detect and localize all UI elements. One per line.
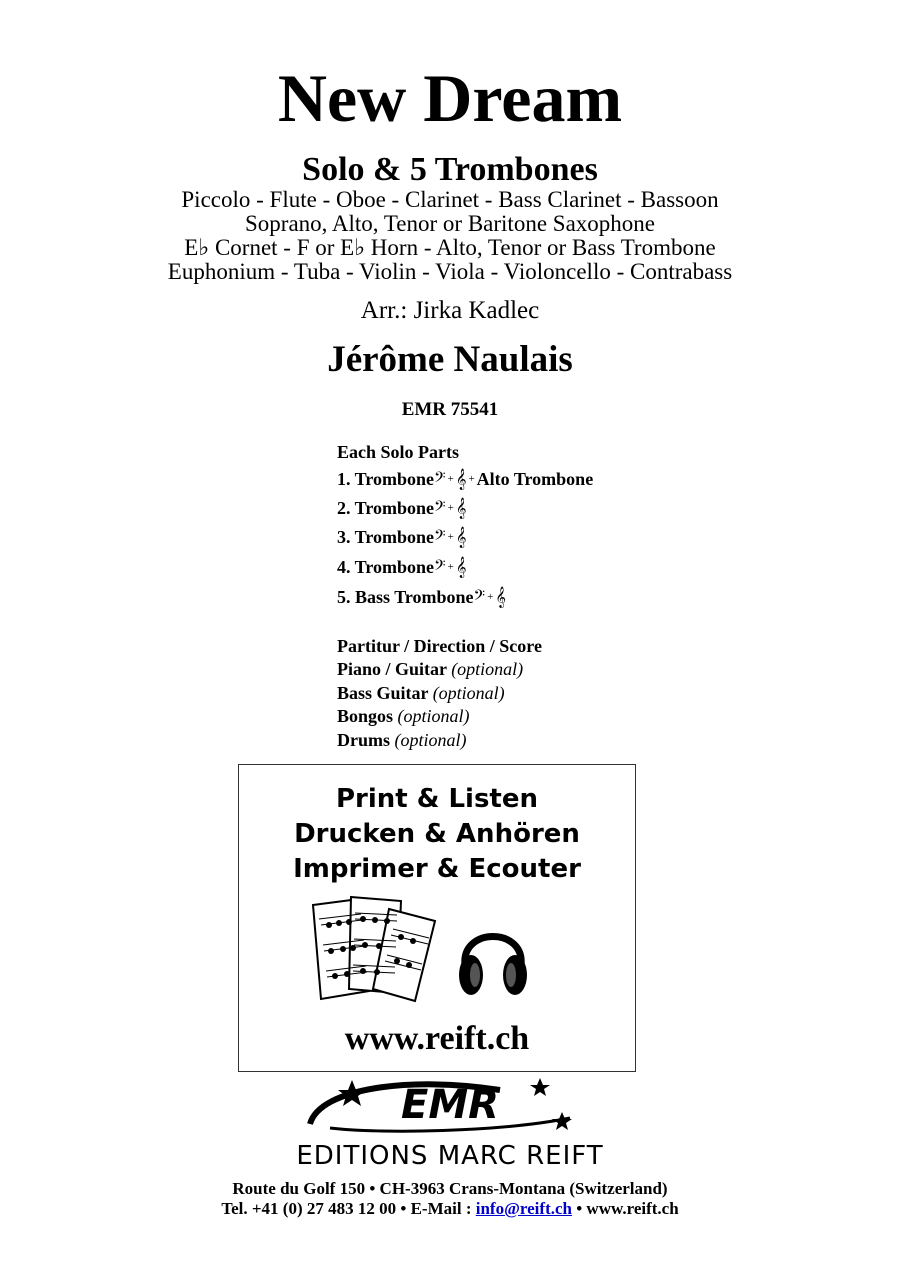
optional-note: (optional) bbox=[397, 706, 470, 726]
score-part-item bbox=[337, 729, 467, 751]
publisher-contact bbox=[0, 1198, 900, 1220]
catalog-number: EMR 75541 bbox=[401, 399, 499, 420]
telephone: Tel. +41 (0) 27 483 12 00 • E-Mail : bbox=[221, 1199, 476, 1218]
print-listen-line: Drucken & Anhören bbox=[294, 819, 580, 849]
treble-clef-icon: 𝄞 bbox=[455, 498, 467, 518]
print-listen-line: Print & Listen bbox=[335, 784, 539, 814]
score-part-item bbox=[337, 635, 542, 657]
solo-part-item bbox=[337, 586, 506, 608]
publisher-name: EDITIONS MARC REIFT bbox=[296, 1141, 604, 1171]
part-label: 5. Bass Trombone bbox=[337, 587, 474, 607]
plus-sign: + bbox=[447, 502, 454, 514]
emr-logo bbox=[300, 1076, 590, 1136]
part-label: Drums bbox=[337, 730, 390, 750]
subtitle: Solo & 5 Trombones bbox=[302, 151, 598, 188]
plus-sign: + bbox=[447, 531, 454, 543]
part-label: 2. Trombone bbox=[337, 498, 435, 518]
solo-part-item bbox=[337, 556, 466, 578]
bass-clef-icon: 𝄢 bbox=[434, 557, 446, 577]
part-label: 4. Trombone bbox=[337, 557, 435, 577]
part-label: 1. Trombone bbox=[337, 469, 435, 489]
plus-sign: + bbox=[447, 473, 454, 485]
print-listen-line: Imprimer & Ecouter bbox=[293, 854, 581, 884]
sheet-music-icon bbox=[311, 895, 439, 1003]
email-link[interactable]: info@reift.ch bbox=[475, 1199, 572, 1218]
score-part-item bbox=[337, 682, 505, 704]
print-listen-box bbox=[238, 764, 636, 1072]
treble-clef-icon: 𝄞 bbox=[455, 557, 467, 577]
bass-clef-icon: 𝄢 bbox=[473, 587, 486, 607]
bass-clef-icon: 𝄢 bbox=[434, 469, 446, 489]
instrument-line: Piccolo - Flute - Oboe - Clarinet - Bass Clarinet - Bassoon bbox=[181, 187, 719, 212]
plus-sign: + bbox=[487, 591, 494, 603]
page-title: New Dream bbox=[277, 60, 623, 136]
solo-parts-heading: Each Solo Parts bbox=[337, 442, 460, 462]
score-part-item bbox=[337, 705, 470, 727]
part-label: Bongos bbox=[337, 706, 394, 726]
part-label: 3. Trombone bbox=[337, 527, 435, 547]
treble-clef-icon: 𝄞 bbox=[455, 527, 467, 547]
treble-clef-icon: 𝄞 bbox=[455, 469, 467, 489]
plus-sign: + bbox=[447, 561, 454, 573]
logo-text: EMR bbox=[401, 1082, 499, 1128]
instrument-line: Soprano, Alto, Tenor or Baritone Saxophone bbox=[245, 211, 655, 236]
solo-part-item bbox=[337, 497, 466, 519]
part-label: Piano / Guitar bbox=[337, 659, 447, 679]
bass-clef-icon: 𝄢 bbox=[434, 498, 446, 518]
optional-note: (optional) bbox=[394, 730, 467, 750]
part-label: Partitur / Direction / Score bbox=[337, 636, 542, 656]
website-text: • www.reift.ch bbox=[571, 1199, 679, 1218]
website-link[interactable]: www.reift.ch bbox=[344, 1020, 530, 1057]
headphones-icon bbox=[455, 913, 531, 999]
composer: Jérôme Naulais bbox=[327, 339, 573, 380]
publisher-address: Route du Golf 150 • CH-3963 Crans-Montana (Switzerland) bbox=[232, 1179, 668, 1198]
treble-clef-icon: 𝄞 bbox=[495, 587, 506, 607]
instrument-line: E♭ Cornet - F or E♭ Horn - Alto, Tenor or Bass Trombone bbox=[184, 235, 716, 260]
arranger: Arr.: Jirka Kadlec bbox=[360, 297, 540, 324]
part-label: Bass Guitar bbox=[337, 683, 429, 703]
optional-note: (optional) bbox=[451, 659, 524, 679]
solo-part-item bbox=[337, 526, 466, 548]
solo-part-item bbox=[337, 468, 593, 490]
score-part-item bbox=[337, 658, 523, 680]
bass-clef-icon: 𝄢 bbox=[434, 527, 446, 547]
optional-note: (optional) bbox=[432, 683, 505, 703]
plus-sign: + bbox=[468, 473, 475, 485]
instrument-line: Euphonium - Tuba - Violin - Viola - Violoncello - Contrabass bbox=[167, 259, 733, 284]
part-extra: Alto Trombone bbox=[476, 469, 594, 489]
